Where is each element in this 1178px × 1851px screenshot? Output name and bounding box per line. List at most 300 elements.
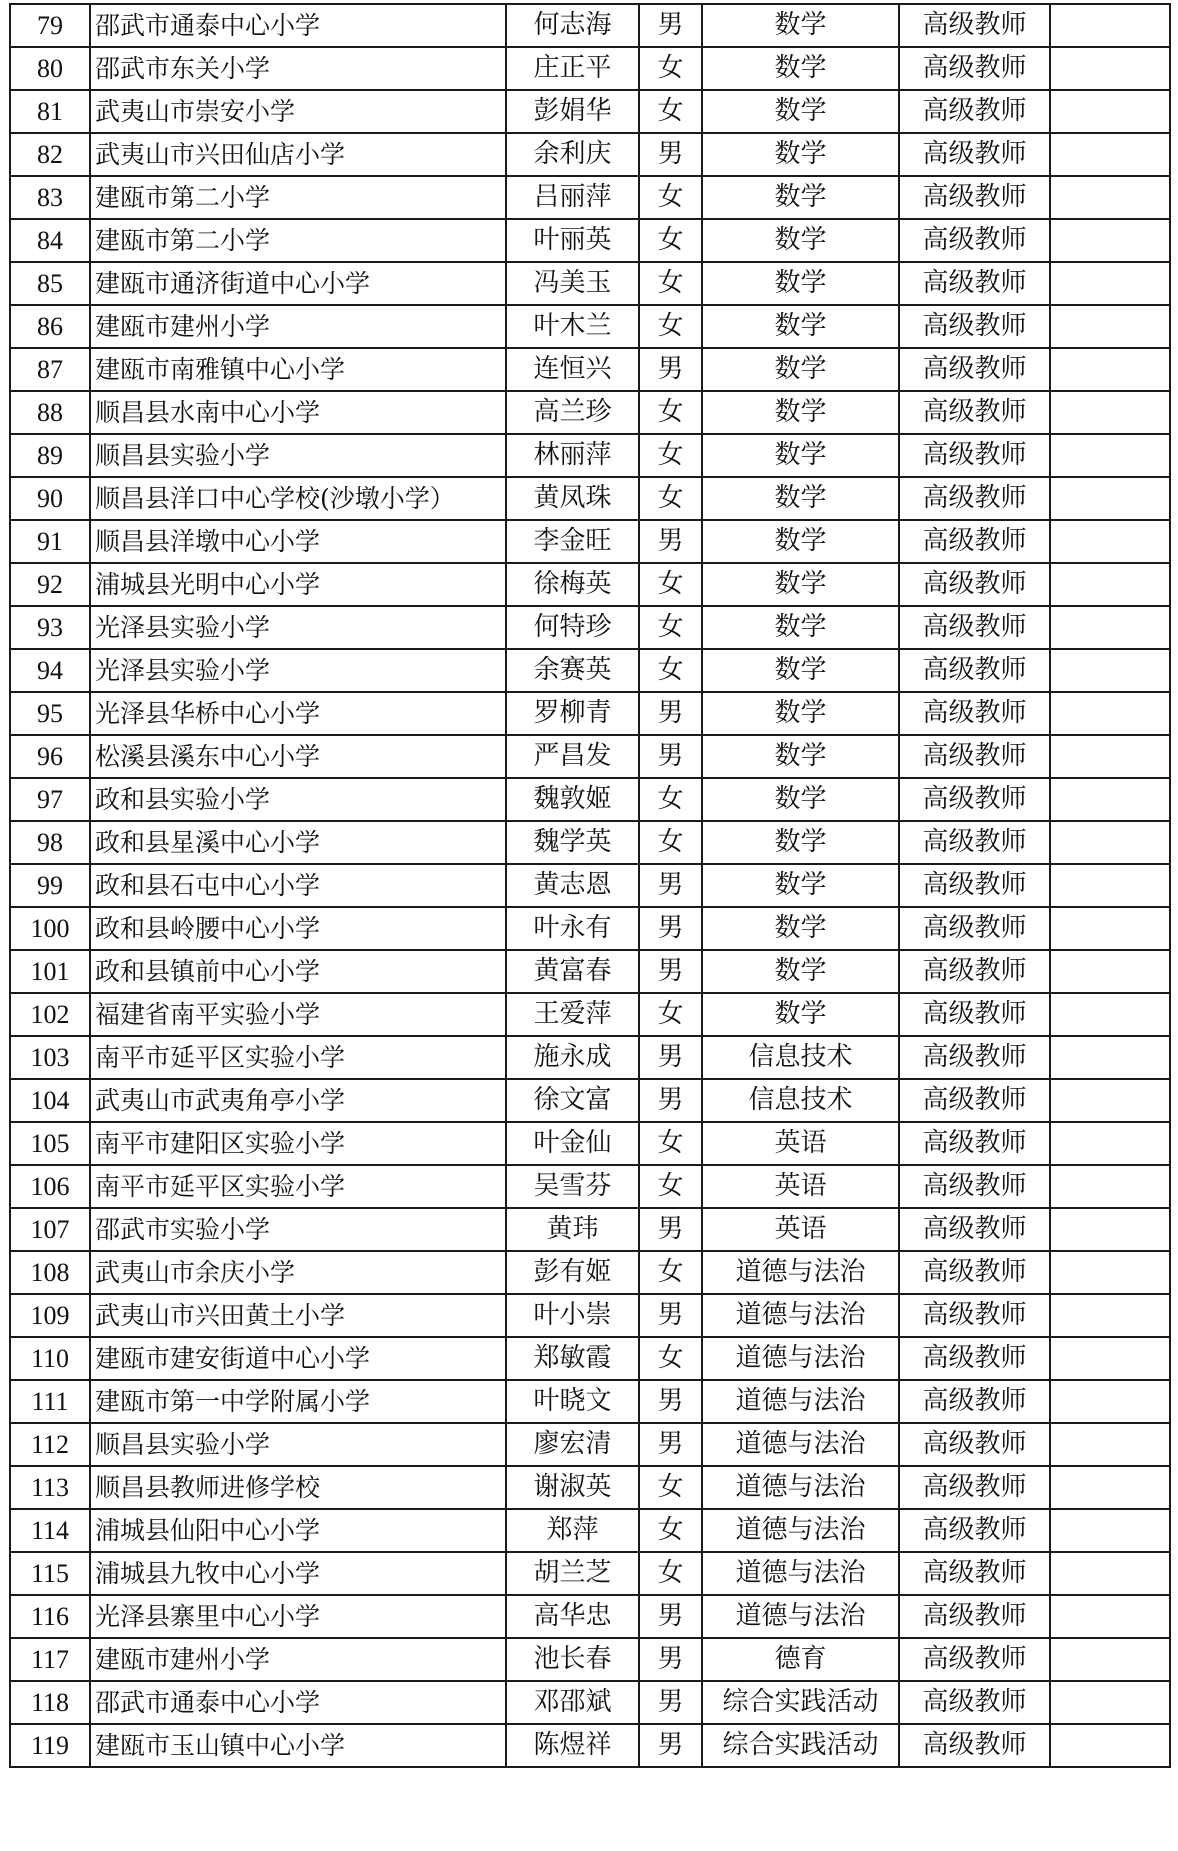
school-name-cell: 建瓯市第二小学	[90, 219, 506, 262]
gender-cell: 男	[639, 735, 702, 778]
row-number-cell: 80	[10, 47, 90, 90]
row-number-cell: 97	[10, 778, 90, 821]
professional-title-cell: 高级教师	[899, 305, 1050, 348]
teacher-name-cell: 王爱萍	[506, 993, 639, 1036]
gender-cell: 男	[639, 1036, 702, 1079]
subject-cell: 数学	[702, 90, 899, 133]
teacher-name-cell: 廖宏清	[506, 1423, 639, 1466]
table-row	[10, 821, 1170, 864]
row-number-cell: 99	[10, 864, 90, 907]
subject-cell: 数学	[702, 348, 899, 391]
table-row	[10, 176, 1170, 219]
teacher-roster-table	[9, 3, 1171, 1768]
remark-cell	[1050, 1079, 1170, 1122]
subject-cell: 数学	[702, 950, 899, 993]
remark-cell	[1050, 391, 1170, 434]
professional-title-cell: 高级教师	[899, 1165, 1050, 1208]
row-number-cell: 88	[10, 391, 90, 434]
row-number-cell: 107	[10, 1208, 90, 1251]
teacher-name-cell: 魏敦姬	[506, 778, 639, 821]
table-row	[10, 47, 1170, 90]
gender-cell: 女	[639, 90, 702, 133]
subject-cell: 综合实践活动	[702, 1724, 899, 1767]
row-number-cell: 114	[10, 1509, 90, 1552]
school-name-cell: 建瓯市通济街道中心小学	[90, 262, 506, 305]
professional-title-cell: 高级教师	[899, 1337, 1050, 1380]
remark-cell	[1050, 1122, 1170, 1165]
table-row	[10, 1036, 1170, 1079]
gender-cell: 女	[639, 434, 702, 477]
teacher-name-cell: 陈煜祥	[506, 1724, 639, 1767]
subject-cell: 数学	[702, 434, 899, 477]
professional-title-cell: 高级教师	[899, 176, 1050, 219]
row-number-cell: 87	[10, 348, 90, 391]
row-number-cell: 91	[10, 520, 90, 563]
teacher-name-cell: 李金旺	[506, 520, 639, 563]
table-row	[10, 262, 1170, 305]
row-number-cell: 116	[10, 1595, 90, 1638]
remark-cell	[1050, 1595, 1170, 1638]
row-number-cell: 100	[10, 907, 90, 950]
teacher-name-cell: 魏学英	[506, 821, 639, 864]
subject-cell: 数学	[702, 133, 899, 176]
remark-cell	[1050, 90, 1170, 133]
table-row	[10, 1251, 1170, 1294]
teacher-name-cell: 高华忠	[506, 1595, 639, 1638]
gender-cell: 男	[639, 1638, 702, 1681]
remark-cell	[1050, 1165, 1170, 1208]
teacher-name-cell: 叶木兰	[506, 305, 639, 348]
remark-cell	[1050, 907, 1170, 950]
professional-title-cell: 高级教师	[899, 1208, 1050, 1251]
remark-cell	[1050, 305, 1170, 348]
subject-cell: 数学	[702, 735, 899, 778]
table-row	[10, 348, 1170, 391]
remark-cell	[1050, 1466, 1170, 1509]
professional-title-cell: 高级教师	[899, 907, 1050, 950]
school-name-cell: 浦城县光明中心小学	[90, 563, 506, 606]
remark-cell	[1050, 1638, 1170, 1681]
teacher-name-cell: 何特珍	[506, 606, 639, 649]
table-row	[10, 1294, 1170, 1337]
row-number-cell: 96	[10, 735, 90, 778]
school-name-cell: 光泽县华桥中心小学	[90, 692, 506, 735]
professional-title-cell: 高级教师	[899, 864, 1050, 907]
table-row	[10, 4, 1170, 47]
teacher-name-cell: 郑敏霞	[506, 1337, 639, 1380]
remark-cell	[1050, 821, 1170, 864]
subject-cell: 道德与法治	[702, 1294, 899, 1337]
school-name-cell: 邵武市通泰中心小学	[90, 1681, 506, 1724]
gender-cell: 女	[639, 649, 702, 692]
remark-cell	[1050, 348, 1170, 391]
professional-title-cell: 高级教师	[899, 692, 1050, 735]
row-number-cell: 84	[10, 219, 90, 262]
remark-cell	[1050, 1208, 1170, 1251]
subject-cell: 数学	[702, 563, 899, 606]
teacher-name-cell: 施永成	[506, 1036, 639, 1079]
table-row	[10, 864, 1170, 907]
subject-cell: 英语	[702, 1122, 899, 1165]
table-row	[10, 1423, 1170, 1466]
row-number-cell: 85	[10, 262, 90, 305]
gender-cell: 女	[639, 821, 702, 864]
remark-cell	[1050, 4, 1170, 47]
gender-cell: 女	[639, 391, 702, 434]
school-name-cell: 顺昌县实验小学	[90, 1423, 506, 1466]
school-name-cell: 光泽县实验小学	[90, 606, 506, 649]
gender-cell: 女	[639, 1466, 702, 1509]
professional-title-cell: 高级教师	[899, 649, 1050, 692]
professional-title-cell: 高级教师	[899, 391, 1050, 434]
remark-cell	[1050, 1380, 1170, 1423]
table-row	[10, 563, 1170, 606]
teacher-name-cell: 胡兰芝	[506, 1552, 639, 1595]
school-name-cell: 建瓯市第一中学附属小学	[90, 1380, 506, 1423]
school-name-cell: 建瓯市建安街道中心小学	[90, 1337, 506, 1380]
remark-cell	[1050, 47, 1170, 90]
remark-cell	[1050, 1681, 1170, 1724]
remark-cell	[1050, 563, 1170, 606]
gender-cell: 女	[639, 1122, 702, 1165]
school-name-cell: 邵武市东关小学	[90, 47, 506, 90]
remark-cell	[1050, 520, 1170, 563]
teacher-name-cell: 邓邵斌	[506, 1681, 639, 1724]
gender-cell: 女	[639, 606, 702, 649]
gender-cell: 女	[639, 563, 702, 606]
gender-cell: 男	[639, 864, 702, 907]
school-name-cell: 顺昌县洋墩中心小学	[90, 520, 506, 563]
row-number-cell: 104	[10, 1079, 90, 1122]
row-number-cell: 119	[10, 1724, 90, 1767]
gender-cell: 女	[639, 176, 702, 219]
row-number-cell: 81	[10, 90, 90, 133]
teacher-name-cell: 徐梅英	[506, 563, 639, 606]
subject-cell: 数学	[702, 993, 899, 1036]
teacher-name-cell: 徐文富	[506, 1079, 639, 1122]
professional-title-cell: 高级教师	[899, 1036, 1050, 1079]
school-name-cell: 建瓯市第二小学	[90, 176, 506, 219]
row-number-cell: 101	[10, 950, 90, 993]
subject-cell: 数学	[702, 692, 899, 735]
teacher-name-cell: 彭娟华	[506, 90, 639, 133]
professional-title-cell: 高级教师	[899, 993, 1050, 1036]
school-name-cell: 武夷山市武夷角亭小学	[90, 1079, 506, 1122]
remark-cell	[1050, 1509, 1170, 1552]
remark-cell	[1050, 1337, 1170, 1380]
school-name-cell: 顺昌县实验小学	[90, 434, 506, 477]
table-row	[10, 1079, 1170, 1122]
subject-cell: 道德与法治	[702, 1380, 899, 1423]
teacher-name-cell: 罗柳青	[506, 692, 639, 735]
subject-cell: 数学	[702, 649, 899, 692]
subject-cell: 信息技术	[702, 1079, 899, 1122]
gender-cell: 女	[639, 262, 702, 305]
gender-cell: 女	[639, 305, 702, 348]
subject-cell: 道德与法治	[702, 1251, 899, 1294]
professional-title-cell: 高级教师	[899, 434, 1050, 477]
row-number-cell: 90	[10, 477, 90, 520]
table-row	[10, 649, 1170, 692]
row-number-cell: 93	[10, 606, 90, 649]
school-name-cell: 邵武市实验小学	[90, 1208, 506, 1251]
professional-title-cell: 高级教师	[899, 1509, 1050, 1552]
remark-cell	[1050, 606, 1170, 649]
school-name-cell: 南平市建阳区实验小学	[90, 1122, 506, 1165]
remark-cell	[1050, 1724, 1170, 1767]
subject-cell: 道德与法治	[702, 1337, 899, 1380]
gender-cell: 男	[639, 348, 702, 391]
gender-cell: 女	[639, 477, 702, 520]
row-number-cell: 118	[10, 1681, 90, 1724]
professional-title-cell: 高级教师	[899, 1423, 1050, 1466]
school-name-cell: 福建省南平实验小学	[90, 993, 506, 1036]
subject-cell: 数学	[702, 219, 899, 262]
remark-cell	[1050, 993, 1170, 1036]
remark-cell	[1050, 649, 1170, 692]
gender-cell: 女	[639, 1509, 702, 1552]
table-row	[10, 305, 1170, 348]
teacher-name-cell: 池长春	[506, 1638, 639, 1681]
row-number-cell: 117	[10, 1638, 90, 1681]
school-name-cell: 光泽县实验小学	[90, 649, 506, 692]
gender-cell: 男	[639, 1423, 702, 1466]
teacher-name-cell: 冯美玉	[506, 262, 639, 305]
gender-cell: 男	[639, 1724, 702, 1767]
teacher-name-cell: 庄正平	[506, 47, 639, 90]
row-number-cell: 102	[10, 993, 90, 1036]
table-row	[10, 1165, 1170, 1208]
teacher-name-cell: 叶晓文	[506, 1380, 639, 1423]
row-number-cell: 95	[10, 692, 90, 735]
row-number-cell: 89	[10, 434, 90, 477]
subject-cell: 道德与法治	[702, 1509, 899, 1552]
table-row	[10, 606, 1170, 649]
subject-cell: 数学	[702, 176, 899, 219]
table-row	[10, 434, 1170, 477]
remark-cell	[1050, 735, 1170, 778]
professional-title-cell: 高级教师	[899, 477, 1050, 520]
gender-cell: 男	[639, 1294, 702, 1337]
table-row	[10, 391, 1170, 434]
gender-cell: 女	[639, 1251, 702, 1294]
subject-cell: 数学	[702, 262, 899, 305]
teacher-name-cell: 余赛英	[506, 649, 639, 692]
school-name-cell: 浦城县仙阳中心小学	[90, 1509, 506, 1552]
subject-cell: 数学	[702, 606, 899, 649]
professional-title-cell: 高级教师	[899, 821, 1050, 864]
remark-cell	[1050, 477, 1170, 520]
teacher-name-cell: 郑萍	[506, 1509, 639, 1552]
row-number-cell: 110	[10, 1337, 90, 1380]
school-name-cell: 邵武市通泰中心小学	[90, 4, 506, 47]
teacher-name-cell: 严昌发	[506, 735, 639, 778]
subject-cell: 数学	[702, 305, 899, 348]
gender-cell: 男	[639, 4, 702, 47]
remark-cell	[1050, 692, 1170, 735]
subject-cell: 信息技术	[702, 1036, 899, 1079]
subject-cell: 数学	[702, 907, 899, 950]
school-name-cell: 武夷山市余庆小学	[90, 1251, 506, 1294]
remark-cell	[1050, 434, 1170, 477]
remark-cell	[1050, 1294, 1170, 1337]
gender-cell: 女	[639, 219, 702, 262]
table-row	[10, 520, 1170, 563]
gender-cell: 男	[639, 520, 702, 563]
school-name-cell: 顺昌县洋口中心学校(沙墩小学）	[90, 477, 506, 520]
teacher-name-cell: 何志海	[506, 4, 639, 47]
remark-cell	[1050, 176, 1170, 219]
table-body	[10, 4, 1170, 1767]
professional-title-cell: 高级教师	[899, 1638, 1050, 1681]
subject-cell: 德育	[702, 1638, 899, 1681]
professional-title-cell: 高级教师	[899, 133, 1050, 176]
professional-title-cell: 高级教师	[899, 606, 1050, 649]
school-name-cell: 政和县星溪中心小学	[90, 821, 506, 864]
teacher-name-cell: 黄凤珠	[506, 477, 639, 520]
table-row	[10, 1208, 1170, 1251]
row-number-cell: 94	[10, 649, 90, 692]
professional-title-cell: 高级教师	[899, 262, 1050, 305]
teacher-name-cell: 叶小崇	[506, 1294, 639, 1337]
gender-cell: 女	[639, 1337, 702, 1380]
row-number-cell: 106	[10, 1165, 90, 1208]
table-row	[10, 907, 1170, 950]
school-name-cell: 顺昌县水南中心小学	[90, 391, 506, 434]
remark-cell	[1050, 133, 1170, 176]
teacher-name-cell: 叶金仙	[506, 1122, 639, 1165]
school-name-cell: 南平市延平区实验小学	[90, 1165, 506, 1208]
school-name-cell: 南平市延平区实验小学	[90, 1036, 506, 1079]
professional-title-cell: 高级教师	[899, 563, 1050, 606]
professional-title-cell: 高级教师	[899, 348, 1050, 391]
school-name-cell: 政和县石屯中心小学	[90, 864, 506, 907]
remark-cell	[1050, 778, 1170, 821]
subject-cell: 数学	[702, 821, 899, 864]
gender-cell: 男	[639, 950, 702, 993]
subject-cell: 数学	[702, 4, 899, 47]
table-row	[10, 477, 1170, 520]
gender-cell: 女	[639, 993, 702, 1036]
teacher-name-cell: 黄富春	[506, 950, 639, 993]
row-number-cell: 79	[10, 4, 90, 47]
table-row	[10, 1509, 1170, 1552]
professional-title-cell: 高级教师	[899, 1294, 1050, 1337]
professional-title-cell: 高级教师	[899, 735, 1050, 778]
gender-cell: 女	[639, 1165, 702, 1208]
teacher-name-cell: 连恒兴	[506, 348, 639, 391]
table-row	[10, 692, 1170, 735]
professional-title-cell: 高级教师	[899, 1681, 1050, 1724]
subject-cell: 数学	[702, 47, 899, 90]
professional-title-cell: 高级教师	[899, 47, 1050, 90]
school-name-cell: 建瓯市南雅镇中心小学	[90, 348, 506, 391]
row-number-cell: 109	[10, 1294, 90, 1337]
table-row	[10, 1724, 1170, 1767]
remark-cell	[1050, 1251, 1170, 1294]
remark-cell	[1050, 1036, 1170, 1079]
professional-title-cell: 高级教师	[899, 1122, 1050, 1165]
professional-title-cell: 高级教师	[899, 950, 1050, 993]
row-number-cell: 111	[10, 1380, 90, 1423]
subject-cell: 数学	[702, 864, 899, 907]
school-name-cell: 政和县岭腰中心小学	[90, 907, 506, 950]
remark-cell	[1050, 262, 1170, 305]
gender-cell: 男	[639, 1208, 702, 1251]
professional-title-cell: 高级教师	[899, 1595, 1050, 1638]
school-name-cell: 政和县实验小学	[90, 778, 506, 821]
table-row	[10, 950, 1170, 993]
row-number-cell: 105	[10, 1122, 90, 1165]
row-number-cell: 108	[10, 1251, 90, 1294]
professional-title-cell: 高级教师	[899, 1251, 1050, 1294]
teacher-name-cell: 彭有姬	[506, 1251, 639, 1294]
table-row	[10, 1552, 1170, 1595]
school-name-cell: 武夷山市崇安小学	[90, 90, 506, 133]
teacher-name-cell: 余利庆	[506, 133, 639, 176]
subject-cell: 道德与法治	[702, 1595, 899, 1638]
teacher-name-cell: 林丽萍	[506, 434, 639, 477]
teacher-name-cell: 叶丽英	[506, 219, 639, 262]
row-number-cell: 83	[10, 176, 90, 219]
subject-cell: 道德与法治	[702, 1423, 899, 1466]
gender-cell: 男	[639, 692, 702, 735]
school-name-cell: 光泽县寨里中心小学	[90, 1595, 506, 1638]
professional-title-cell: 高级教师	[899, 520, 1050, 563]
school-name-cell: 建瓯市建州小学	[90, 1638, 506, 1681]
gender-cell: 男	[639, 1595, 702, 1638]
remark-cell	[1050, 950, 1170, 993]
row-number-cell: 115	[10, 1552, 90, 1595]
subject-cell: 综合实践活动	[702, 1681, 899, 1724]
school-name-cell: 武夷山市兴田仙店小学	[90, 133, 506, 176]
gender-cell: 男	[639, 1079, 702, 1122]
school-name-cell: 建瓯市玉山镇中心小学	[90, 1724, 506, 1767]
row-number-cell: 113	[10, 1466, 90, 1509]
table-row	[10, 1380, 1170, 1423]
teacher-name-cell: 吴雪芬	[506, 1165, 639, 1208]
teacher-name-cell: 高兰珍	[506, 391, 639, 434]
table-row	[10, 1595, 1170, 1638]
subject-cell: 数学	[702, 391, 899, 434]
teacher-name-cell: 叶永有	[506, 907, 639, 950]
remark-cell	[1050, 1552, 1170, 1595]
gender-cell: 女	[639, 1552, 702, 1595]
table-row	[10, 1122, 1170, 1165]
subject-cell: 英语	[702, 1208, 899, 1251]
remark-cell	[1050, 219, 1170, 262]
gender-cell: 女	[639, 47, 702, 90]
subject-cell: 数学	[702, 520, 899, 563]
subject-cell: 数学	[702, 778, 899, 821]
professional-title-cell: 高级教师	[899, 1552, 1050, 1595]
remark-cell	[1050, 864, 1170, 907]
row-number-cell: 86	[10, 305, 90, 348]
teacher-name-cell: 吕丽萍	[506, 176, 639, 219]
gender-cell: 女	[639, 778, 702, 821]
table-row	[10, 778, 1170, 821]
school-name-cell: 松溪县溪东中心小学	[90, 735, 506, 778]
table-row	[10, 1638, 1170, 1681]
table-row	[10, 1466, 1170, 1509]
row-number-cell: 98	[10, 821, 90, 864]
table-row	[10, 90, 1170, 133]
table-row	[10, 735, 1170, 778]
document-page	[9, 3, 1169, 1768]
subject-cell: 数学	[702, 477, 899, 520]
row-number-cell: 82	[10, 133, 90, 176]
school-name-cell: 建瓯市建州小学	[90, 305, 506, 348]
